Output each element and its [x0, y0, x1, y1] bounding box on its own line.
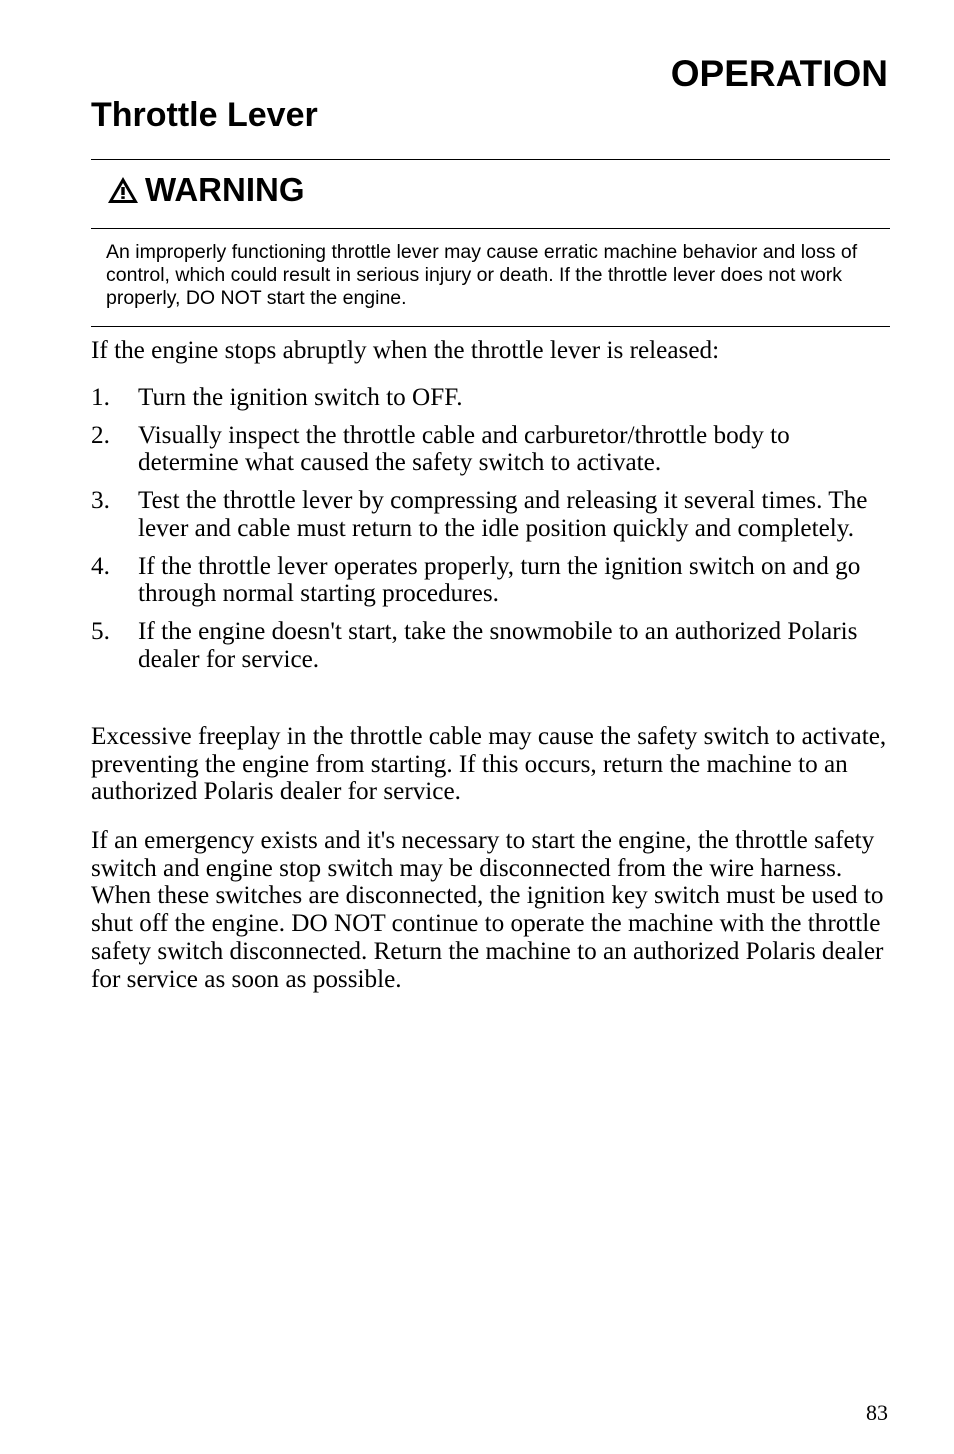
- section-header: OPERATION: [670, 53, 888, 94]
- step-number: 2.: [91, 421, 110, 449]
- warning-box: [91, 159, 890, 327]
- list-item: [91, 384, 891, 412]
- step-text: If the throttle lever operates properly, turn the ignition switch on and go through normal starting procedures.: [138, 552, 861, 608]
- warning-divider: [91, 228, 890, 229]
- list-item: [91, 553, 891, 608]
- steps-list: [91, 384, 891, 683]
- step-text: Test the throttle lever by compressing and releasing it several times. The lever and cable must return to the idle position quickly and completely.: [138, 487, 868, 542]
- list-item: [91, 618, 891, 673]
- warning-triangle-icon: [107, 176, 139, 204]
- freeplay-paragraph: Excessive freeplay in the throttle cable may cause the safety switch to activate, preventing the engine from starting. If this occurs, return the machine to an authorized Polaris dealer for service.: [91, 723, 887, 806]
- page-title: Throttle Lever: [91, 96, 318, 134]
- step-number: 1.: [91, 384, 110, 411]
- warning-text: An improperly functioning throttle lever may cause erratic machine behavior and loss of control, which could result in serious injury or death. If the throttle lever does not work properly, DO NOT start the engine.: [106, 241, 858, 309]
- step-number: 3.: [91, 487, 110, 515]
- step-text: Turn the ignition switch to OFF.: [138, 384, 463, 411]
- warning-header: [107, 170, 305, 210]
- step-number: 4.: [91, 552, 110, 580]
- step-number: 5.: [91, 617, 110, 645]
- step-text: Visually inspect the throttle cable and carburetor/throttle body to determine what caused the safety switch to activate.: [138, 421, 790, 477]
- page-number: 83: [866, 1400, 888, 1425]
- list-item: [91, 422, 891, 477]
- warning-title: WARNING: [145, 171, 305, 208]
- step-text: If the engine doesn't start, take the snowmobile to an authorized Polaris dealer for service.: [138, 617, 858, 673]
- emergency-paragraph: If an emergency exists and it's necessary to start the engine, the throttle safety switch and engine stop switch may be disconnected from the wire harness. When these switches are disconnected, the ignition key switch must be used to shut off the engine. DO NOT continue to operate the machine with the throttle safety switch disconnected. Return the machine to an authorized Polaris dealer for service as soon as possible.: [91, 827, 884, 993]
- intro-text: If the engine stops abruptly when the throttle lever is released:: [91, 337, 720, 364]
- list-item: [91, 487, 891, 542]
